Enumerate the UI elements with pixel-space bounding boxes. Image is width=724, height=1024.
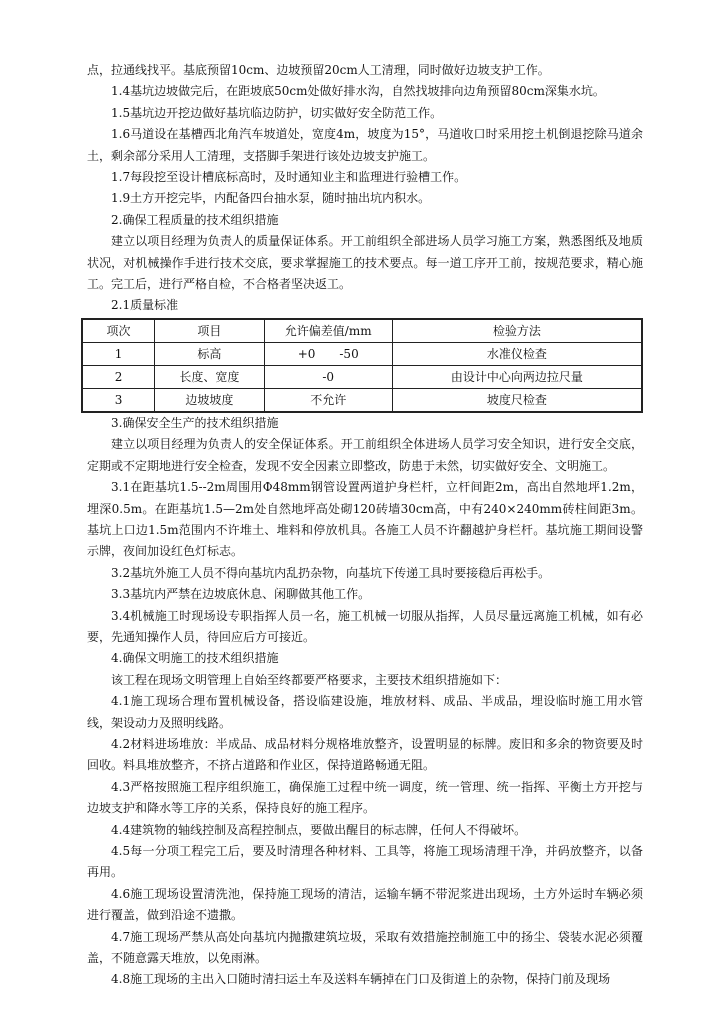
table-cell: 2 <box>82 365 155 388</box>
table-cell: 标高 <box>155 342 265 365</box>
paragraph: 1.7每段挖至设计槽底标高时，及时通知业主和监理进行验槽工作。 <box>111 170 467 185</box>
paragraph: 3.2基坑外施工人员不得向基坑内乱扔杂物，向基坑下传递工具时要接稳后再松手。 <box>111 565 551 580</box>
table-cell: -0 <box>264 365 392 388</box>
table-cell: 3 <box>82 388 155 412</box>
paragraph: 3.确保安全生产的技术组织措施 <box>111 415 279 430</box>
paragraph: 4.1施工现场合理布置机械设备，搭设临建设施，堆放材料、成品、半成品，埋设临时施工用水管线，架设动力及照明线路。 <box>87 694 643 730</box>
paragraph: 1.6马道设在基槽西北角汽车坡道处，宽度4m，坡度为15°，马道收口时采用挖土机倒退挖除马道余土，剩余部分采用人工清理，支搭脚手架进行该处边坡支护施工。 <box>87 127 643 163</box>
body-text-bottom <box>87 413 643 991</box>
paragraph: 2.1质量标准 <box>111 298 179 313</box>
quality-standard-table <box>81 318 643 413</box>
table-cell: +0 -50 <box>264 342 392 365</box>
paragraph: 4.4建筑物的轴线控制及高程控制点，要做出醒目的标志牌，任何人不得破坏。 <box>111 822 527 837</box>
paragraph: 3.1在距基坑1.5--2m周围用Φ48mm钢管设置两道护身栏杆，立杆间距2m，高出自然地坪1.2m，埋深0.5m。在距基坑1.5—2m处自然地坪高处砌120砖墙30cm高，中有240×240mm砖柱间距3m。基坑上口边1.5m范围内不许堆土、堆料和停放机具。各施工人员不许翻越护身栏杆。基坑施工期间设警示牌，夜间加设红色灯标志。 <box>87 480 643 559</box>
document-page <box>87 60 643 991</box>
paragraph: 建立以项目经理为负责人的质量保证体系。开工前组织全部进场人员学习施工方案，熟悉图纸及地质状况，对机械操作手进行技术交底，要求掌握施工的技术要点。每一道工序开工前，按规范要求，精心施工。完工后，进行严格自检，不合格者坚决返工。 <box>87 234 643 292</box>
paragraph: 1.9土方开挖完毕，内配备四台抽水泵，随时抽出坑内积水。 <box>111 191 431 206</box>
paragraph: 4.6施工现场设置清洗池，保持施工现场的清洁，运输车辆不带泥浆进出现场，土方外运时车辆必须进行覆盖，做到沿途不遗撒。 <box>87 886 643 923</box>
table-row <box>82 342 642 365</box>
table-cell: 不允许 <box>264 388 392 412</box>
paragraph: 4.7施工现场严禁从高处向基坑内抛撒建筑垃圾，采取有效措施控制施工中的扬尘、袋装水泥必须覆盖，不随意露天堆放，以免雨淋。 <box>87 929 643 966</box>
paragraph: 3.4机械施工时现场设专职指挥人员一名，施工机械一切服从指挥，人员尽量远离施工机械，如有必要，先通知操作人员，待回应后方可接近。 <box>87 608 643 644</box>
table-row <box>82 388 642 412</box>
table-cell: 坡度尺检查 <box>392 388 642 412</box>
paragraph: 点，拉通线找平。基底预留10cm、边坡预留20cm人工清理，同时做好边坡支护工作。 <box>87 63 550 77</box>
table-cell: 边坡坡度 <box>155 388 265 412</box>
table-row <box>82 365 642 388</box>
table-cell: 由设计中心向两边拉尺量 <box>392 365 642 388</box>
paragraph: 1.4基坑边坡做完后，在距坡底50cm处做好排水沟，自然找坡排向边角预留80cm深集水坑。 <box>111 84 605 99</box>
table-cell: 1 <box>82 342 155 365</box>
paragraph: 4.3严格按照施工程序组织施工，确保施工过程中统一调度，统一管理、统一指挥、平衡土方开挖与边坡支护和降水等工序的关系，保持良好的施工程序。 <box>87 779 643 816</box>
table-header-cell: 项次 <box>82 319 155 343</box>
paragraph: 1.5基坑边开挖边做好基坑临边防护，切实做好安全防范工作。 <box>111 105 443 120</box>
paragraph: 2.确保工程质量的技术组织措施 <box>111 212 279 227</box>
table-header-cell: 允许偏差值/mm <box>264 319 392 343</box>
table-cell: 长度、宽度 <box>155 365 265 388</box>
paragraph: 4.8施工现场的主出入口随时清扫运土车及送料车辆掉在门口及街道上的杂物，保持门前及现场 <box>111 972 611 987</box>
table-header-row <box>82 319 642 343</box>
table-cell: 水准仪检查 <box>392 342 642 365</box>
paragraph: 建立以项目经理为负责人的安全保证体系。开工前组织全体进场人员学习安全知识，进行安全交底，定期或不定期地进行安全检查，发现不安全因素立即整改，防患于未然，切实做好安全、文明施工。 <box>87 437 643 473</box>
table-header-cell: 项目 <box>155 319 265 343</box>
paragraph: 3.3基坑内严禁在边坡底休息、闲聊做其他工作。 <box>111 587 371 602</box>
paragraph: 该工程在现场文明管理上自始至终都要严格要求，主要技术组织措施如下： <box>111 672 508 687</box>
table-header-cell: 检验方法 <box>392 319 642 343</box>
paragraph: 4.确保文明施工的技术组织措施 <box>111 651 279 666</box>
paragraph: 4.5每一分项工程完工后，要及时清理各种材料、工具等，将施工现场清理干净，并码放整齐，以备再用。 <box>87 844 643 880</box>
paragraph: 4.2材料进场堆放：半成品、成品材料分规格堆放整齐，设置明显的标牌。废旧和多余的物资要及时回收。料具堆放整齐，不挤占道路和作业区，保持道路畅通无阻。 <box>87 736 643 773</box>
body-text-top <box>87 60 643 317</box>
